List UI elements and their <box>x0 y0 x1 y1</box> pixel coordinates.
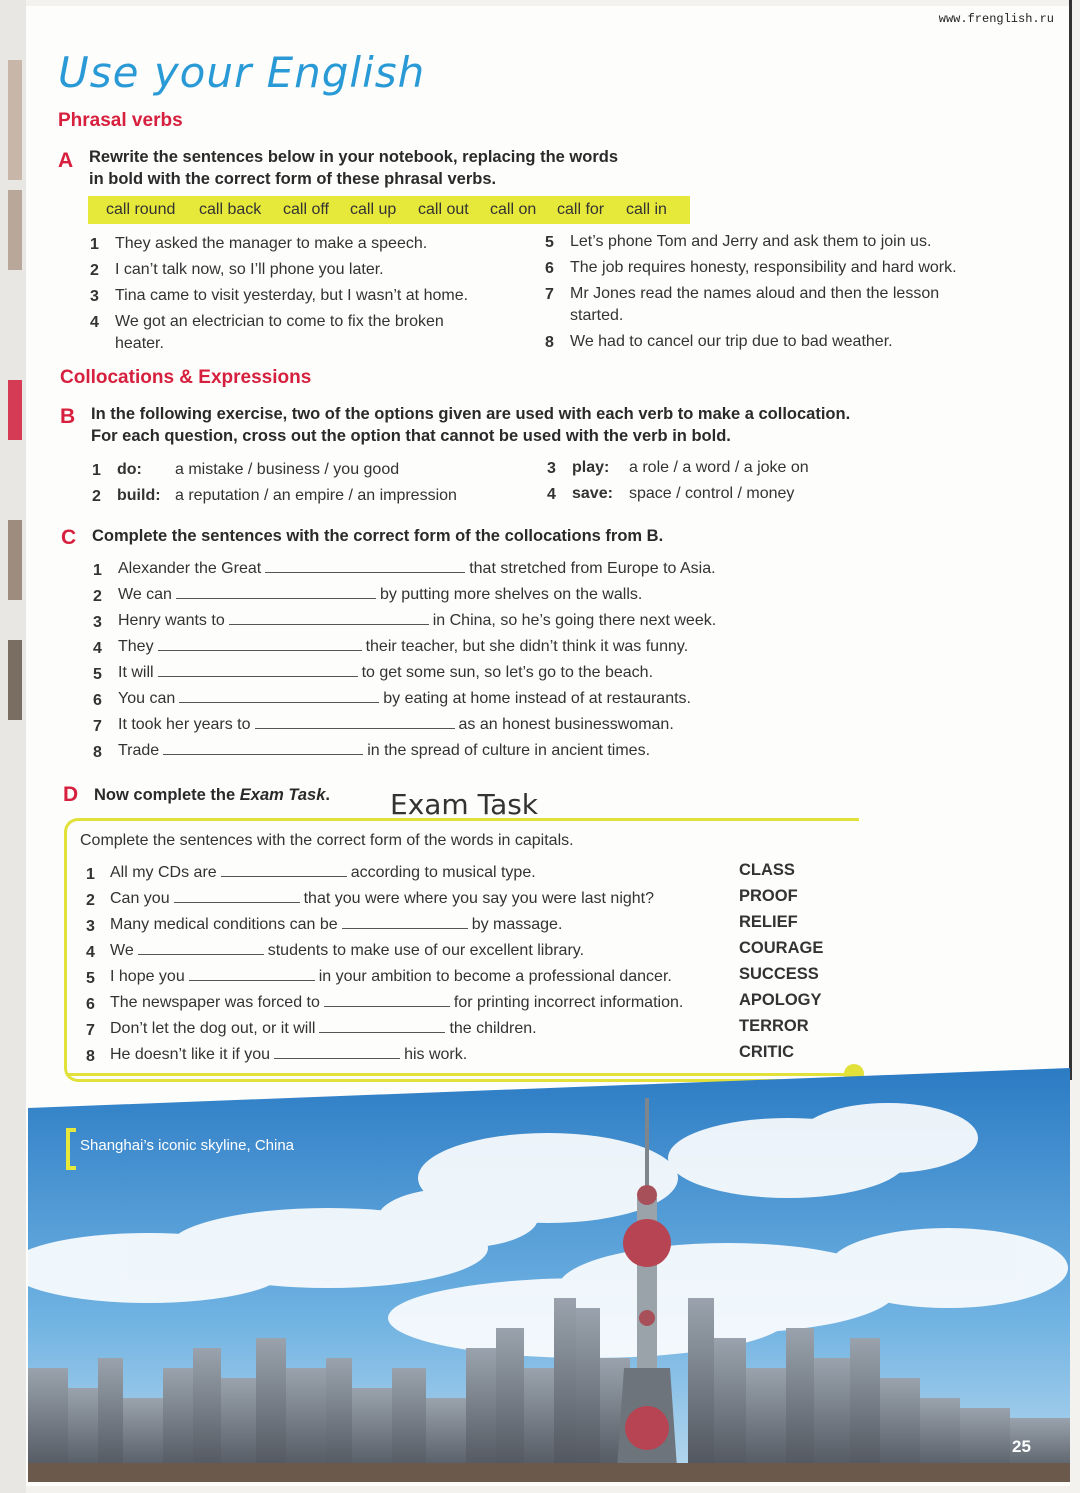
verb-option: call off <box>283 201 329 218</box>
site-url: www.frenglish.ru <box>938 12 1054 26</box>
sentence-start: Trade <box>118 742 160 759</box>
item-number: 7 <box>93 718 102 735</box>
sentence-start: Don’t let the dog out, or it will <box>110 1020 316 1037</box>
sentence <box>110 992 683 1014</box>
answer-blank[interactable] <box>324 992 450 1007</box>
item-number: 3 <box>86 918 95 935</box>
exercise-a-instruction-2: in bold with the correct form of these phrasal verbs. <box>89 170 497 188</box>
phrasal-verbs-heading: Phrasal verbs <box>58 110 183 131</box>
sentence <box>110 914 562 936</box>
shanghai-skyline-photo <box>28 1068 1070 1482</box>
sentence-start: They <box>118 638 154 655</box>
sentence-end: their teacher, but she didn’t think it was funny. <box>365 638 689 655</box>
collocation-options: a role / a word / a joke on <box>629 459 809 476</box>
sentence <box>118 610 716 632</box>
item-number: 8 <box>86 1048 95 1065</box>
exercise-a-instruction-1: Rewrite the sentences below in your notebook, replacing the words <box>89 148 619 166</box>
item-number: 2 <box>90 262 99 279</box>
item-number: 5 <box>545 234 554 251</box>
sentence-start: All my CDs are <box>110 864 217 881</box>
sentence-end: to get some sun, so let’s go to the beach. <box>361 664 654 681</box>
collocations-heading: Collocations & Expressions <box>60 367 312 388</box>
collocation-verb: play: <box>572 459 610 476</box>
verb-option: call in <box>626 201 667 218</box>
sentence-end: in China, so he’s going there next week. <box>432 612 717 629</box>
sentence-start: We <box>110 942 134 959</box>
exam-task-label: Exam Task <box>390 788 539 821</box>
exercise-b-instruction-1: In the following exercise, two of the options given are used with each verb to make a collocation. <box>91 405 851 423</box>
capital-word: TERROR <box>739 1017 809 1035</box>
answer-blank[interactable] <box>255 714 455 729</box>
sentence-end: as an honest businesswoman. <box>458 716 674 733</box>
sentence <box>118 636 688 658</box>
exercise-d-instruction <box>94 785 330 806</box>
item-number: 7 <box>545 286 554 303</box>
item-number: 3 <box>93 614 102 631</box>
capital-word: COURAGE <box>739 939 824 957</box>
answer-blank[interactable] <box>342 914 468 929</box>
sentence-end: by massage. <box>471 916 563 933</box>
sentence <box>118 714 674 736</box>
item-number: 5 <box>86 970 95 987</box>
collocation-verb: save: <box>572 485 613 502</box>
sentence <box>118 584 642 606</box>
exercise-item: We had to cancel our trip due to bad weather. <box>570 333 893 350</box>
collocation-options: space / control / money <box>629 485 795 502</box>
answer-blank[interactable] <box>176 584 376 599</box>
exercise-item: They asked the manager to make a speech. <box>115 235 428 252</box>
exercise-item-continued: heater. <box>115 335 164 352</box>
item-number: 2 <box>92 488 101 505</box>
answer-blank[interactable] <box>221 862 347 877</box>
item-number: 1 <box>93 562 102 579</box>
item-number: 3 <box>90 288 99 305</box>
caption-bracket <box>66 1128 76 1170</box>
answer-blank[interactable] <box>265 558 465 573</box>
sentence <box>118 558 716 580</box>
exercise-b-letter: B <box>60 405 76 428</box>
item-number: 4 <box>547 486 556 503</box>
sentence-end: for printing incorrect information. <box>453 994 684 1011</box>
sentence-start: We can <box>118 586 172 603</box>
item-number: 7 <box>86 1022 95 1039</box>
sentence-start: Alexander the Great <box>118 560 262 577</box>
sentence-end: students to make use of our excellent library. <box>267 942 585 959</box>
sentence-start: Many medical conditions can be <box>110 916 338 933</box>
exercise-item: We got an electrician to come to fix the broken <box>115 313 444 330</box>
verb-option: call up <box>350 201 397 218</box>
capital-word: CLASS <box>739 861 795 879</box>
exercise-b-instruction-2: For each question, cross out the option that cannot be used with the verb in bold. <box>91 427 731 445</box>
item-number: 2 <box>86 892 95 909</box>
item-number: 4 <box>93 640 102 657</box>
verb-option: call back <box>199 201 262 218</box>
item-number: 8 <box>93 744 102 761</box>
item-number: 1 <box>90 236 99 253</box>
exercise-c-letter: C <box>61 526 77 549</box>
answer-blank[interactable] <box>229 610 429 625</box>
collocation-verb: do: <box>117 461 142 478</box>
sentence-start: Henry wants to <box>118 612 225 629</box>
sentence-end: according to musical type. <box>350 864 536 881</box>
collocation-options: a reputation / an empire / an impression <box>175 487 457 504</box>
capital-word: SUCCESS <box>739 965 819 983</box>
collocation-options: a mistake / business / you good <box>175 461 400 478</box>
sentence-start: It took her years to <box>118 716 251 733</box>
sentence-end: that stretched from Europe to Asia. <box>469 560 716 577</box>
exercise-item: Mr Jones read the names aloud and then the lesson <box>570 285 940 302</box>
sentence-end: that you were where you say you were last night? <box>303 890 655 907</box>
verb-option: call on <box>490 201 537 218</box>
sentence <box>118 662 653 684</box>
capital-word: APOLOGY <box>739 991 822 1009</box>
item-number: 1 <box>86 866 95 883</box>
sentence-end: his work. <box>404 1046 468 1063</box>
exercise-item: The job requires honesty, responsibility and hard work. <box>570 259 957 276</box>
answer-blank[interactable] <box>179 688 379 703</box>
capital-word: RELIEF <box>739 913 798 931</box>
item-number: 2 <box>93 588 102 605</box>
sentence-start: The newspaper was forced to <box>110 994 320 1011</box>
exercise-a-letter: A <box>58 149 74 172</box>
sentence-end: by eating at home instead of at restaurants. <box>383 690 691 707</box>
item-number: 6 <box>545 260 554 277</box>
page-number: 25 <box>1012 1437 1031 1456</box>
answer-blank[interactable] <box>158 636 362 651</box>
sentence <box>110 862 536 884</box>
item-number: 5 <box>93 666 102 683</box>
exercise-item: Tina came to visit yesterday, but I wasn’t at home. <box>115 287 469 304</box>
answer-blank[interactable] <box>174 888 300 903</box>
answer-blank[interactable] <box>138 940 264 955</box>
exercise-item-continued: started. <box>570 307 624 324</box>
sentence-start: You can <box>118 690 176 707</box>
verb-option: call round <box>106 201 176 218</box>
collocation-verb: build: <box>117 487 161 504</box>
capital-word: CRITIC <box>739 1043 794 1061</box>
sentence <box>110 1018 537 1040</box>
page-edge <box>1069 0 1072 1080</box>
sentence <box>110 940 584 962</box>
sentence-start: I hope you <box>110 968 185 985</box>
exercise-d-letter: D <box>63 783 79 806</box>
answer-blank[interactable] <box>274 1044 400 1059</box>
exercise-item: Let’s phone Tom and Jerry and ask them to join us. <box>570 233 932 250</box>
page-title: Use your English <box>58 48 426 97</box>
item-number: 4 <box>86 944 95 961</box>
exercise-c-instruction: Complete the sentences with the correct form of the collocations from B. <box>92 527 664 545</box>
exam-intro: Complete the sentences with the correct form of the words in capitals. <box>80 832 574 849</box>
sentence-end: in the spread of culture in ancient times. <box>367 742 651 759</box>
sentence <box>118 688 691 710</box>
item-number: 8 <box>545 334 554 351</box>
instruction-italic: Exam Task <box>239 786 326 804</box>
sentence-start: It will <box>118 664 154 681</box>
exercise-item: I can’t talk now, so I’ll phone you later. <box>115 261 384 278</box>
sentence-end: in your ambition to become a professional dancer. <box>318 968 672 985</box>
item-number: 3 <box>547 460 556 477</box>
sentence <box>110 966 672 988</box>
item-number: 4 <box>90 314 99 331</box>
answer-blank[interactable] <box>163 740 363 755</box>
book-spine <box>0 0 26 1493</box>
capital-word: PROOF <box>739 887 798 905</box>
answer-blank[interactable] <box>158 662 358 677</box>
verb-option: call out <box>418 201 469 218</box>
verb-option: call for <box>557 201 605 218</box>
sentence <box>110 1044 467 1066</box>
item-number: 6 <box>93 692 102 709</box>
sentence-start: He doesn’t like it if you <box>110 1046 271 1063</box>
instruction-text: Now complete the <box>94 786 240 804</box>
answer-blank[interactable] <box>319 1018 445 1033</box>
item-number: 6 <box>86 996 95 1013</box>
photo-caption: Shanghai’s iconic skyline, China <box>80 1137 295 1154</box>
instruction-punct: . <box>325 786 330 804</box>
answer-blank[interactable] <box>189 966 315 981</box>
sentence <box>118 740 650 762</box>
sentence-start: Can you <box>110 890 170 907</box>
sentence-end: the children. <box>449 1020 537 1037</box>
phrasal-verbs-box <box>88 196 690 224</box>
item-number: 1 <box>92 462 101 479</box>
skyline-illustration <box>28 1068 1070 1482</box>
sentence <box>110 888 654 910</box>
sentence-end: by putting more shelves on the walls. <box>379 586 643 603</box>
